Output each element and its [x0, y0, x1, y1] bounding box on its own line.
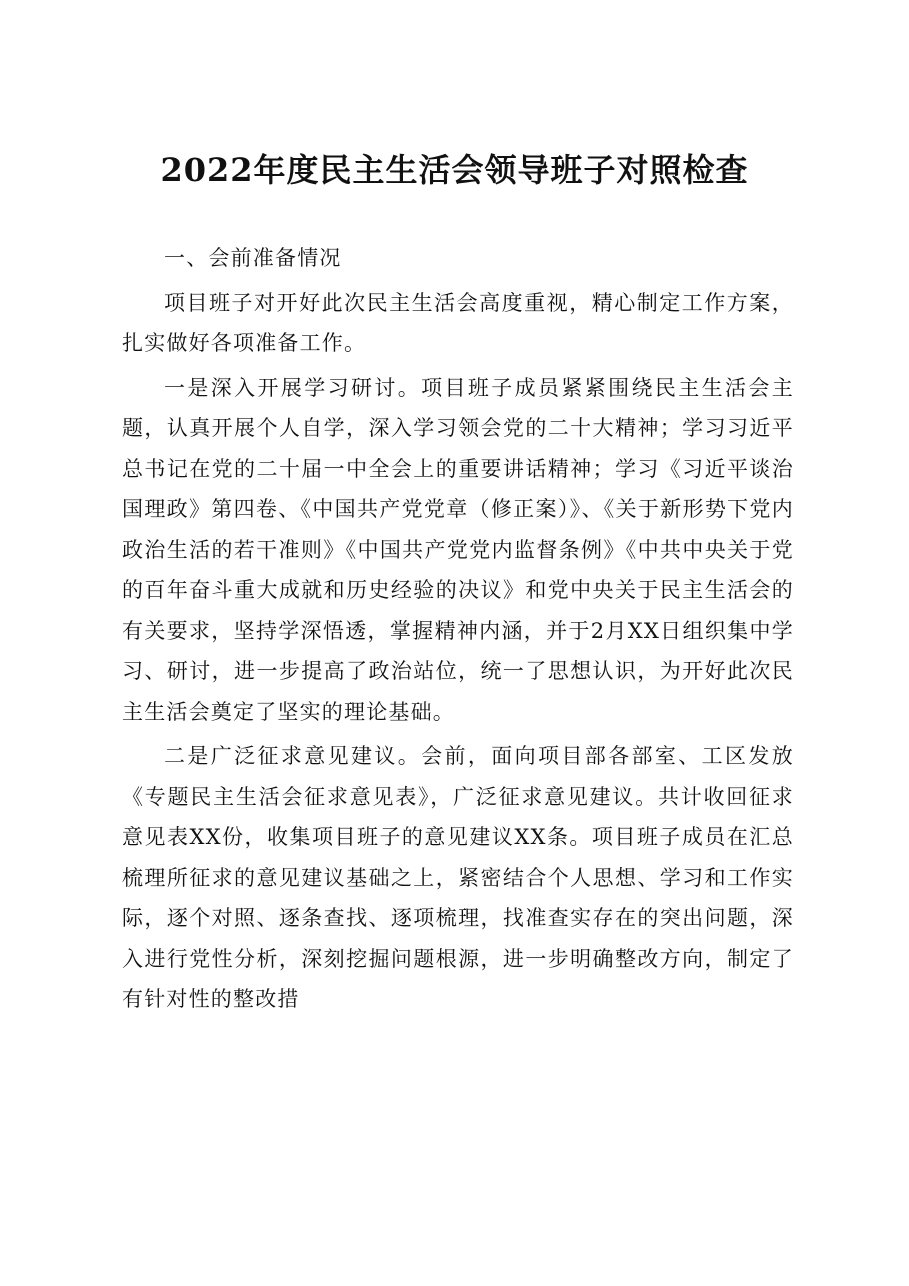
document-title: 2022年度民主生活会领导班子对照检查	[160, 151, 749, 189]
section-heading: 一、会前准备情况	[164, 246, 342, 270]
paragraph-study: 一是深入开展学习研讨。项目班子成员紧紧围绕民主生活会主题，认真开展个人自学，深入学习领会党的二十大精神；学习习近平总书记在党的二十届一中全会上的重要讲话精神；学习《习近平谈治国理政》第四卷、《中国共产党党章（修正案）》、《关于新形势下党内政治生活的若干准则》《中国共产党党内监督条例》《中共中央关于党的百年奋斗重大成就和历史经验的决议》和党中央关于民主生活会的有关要求，坚持学深悟透，掌握精神内涵，并于2月XX日组织集中学习、研讨，进一步提高了政治站位，统一了思想认识，为开好此次民主生活会奠定了坚实的理论基础。	[122, 375, 794, 724]
document-body	[122, 238, 794, 1020]
paragraph-intro: 项目班子对开好此次民主生活会高度重视，精心制定工作方案，扎实做好各项准备工作。	[122, 290, 794, 355]
paragraph-opinions: 二是广泛征求意见建议。会前，面向项目部各部室、工区发放《专题民主生活会征求意见表》，广泛征求意见建议。共计收回征求意见表XX份，收集项目班子的意见建议XX条。项目班子成员在汇总梳理所征求的意见建议基础之上，紧密结合个人思想、学习和工作实际，逐个对照、逐条查找、逐项梳理，找准查实存在的突出问题，深入进行党性分析，深刻挖掘问题根源，进一步明确整改方向，制定了有针对性的整改措	[122, 744, 794, 1011]
